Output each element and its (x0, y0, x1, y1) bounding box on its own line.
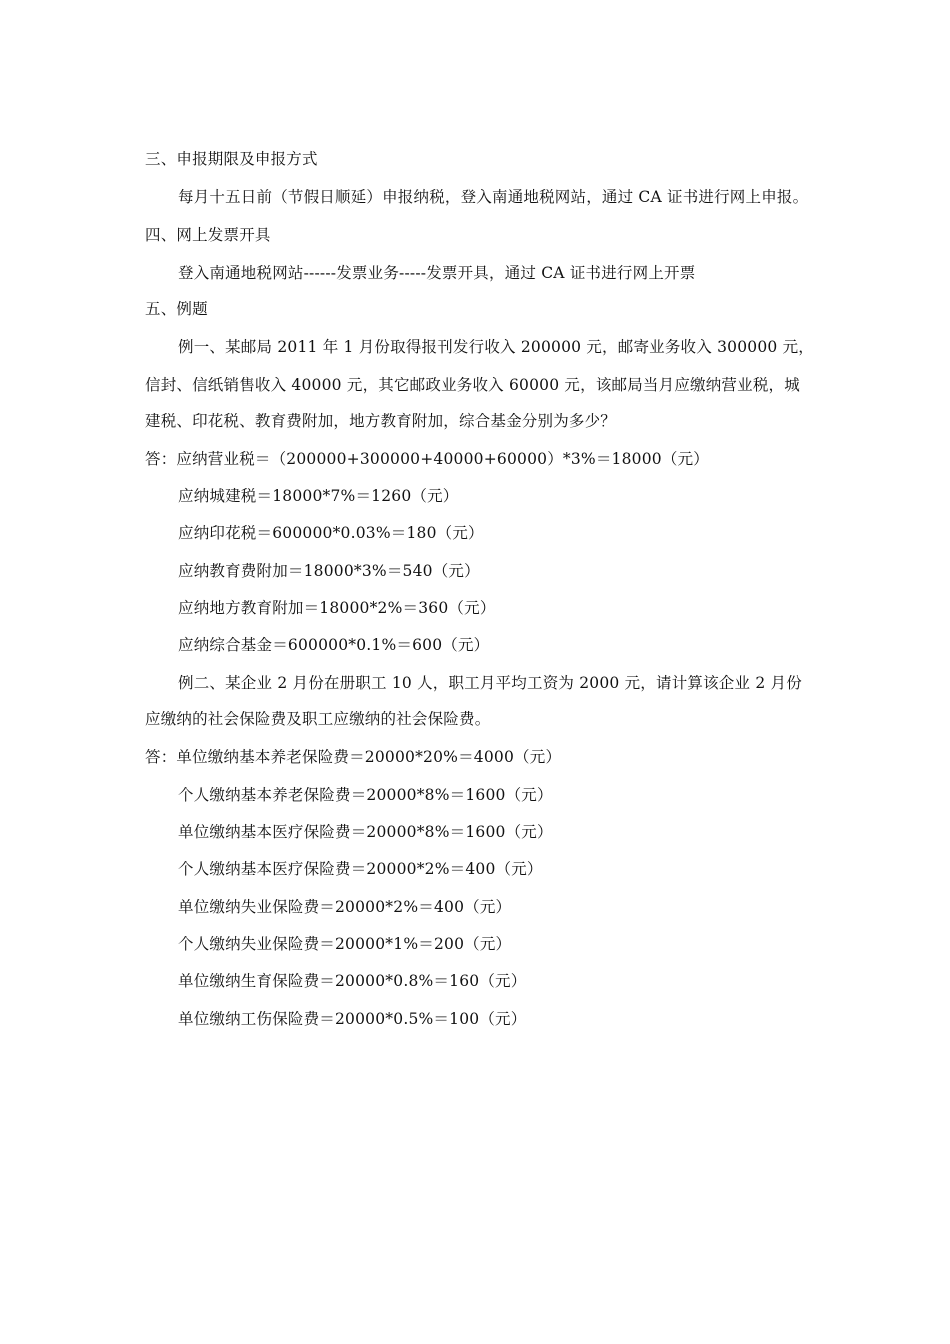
example-1-answer-line: 应纳城建税＝18000*7%＝1260（元） (178, 487, 459, 505)
example-2-answer-line: 单位缴纳工伤保险费＝20000*0.5%＝100（元） (178, 1010, 527, 1028)
example-2-question-line: 例二、某企业 2 月份在册职工 10 人，职工月平均工资为 2000 元，请计算该企业 2 月份 (178, 674, 802, 692)
section-4-body: 登入南通地税网站------发票业务-----发票开具，通过 CA 证书进行网上开票 (178, 264, 696, 282)
example-1-answer-line: 应纳地方教育附加＝18000*2%＝360（元） (178, 599, 496, 617)
example-2-answer-line: 个人缴纳失业保险费＝20000*1%＝200（元） (178, 935, 512, 953)
example-2-answer-line: 单位缴纳失业保险费＝20000*2%＝400（元） (178, 898, 512, 916)
example-2-answer-line: 个人缴纳基本医疗保险费＝20000*2%＝400（元） (178, 860, 543, 878)
example-1-answer-line: 应纳综合基金＝600000*0.1%＝600（元） (178, 636, 490, 654)
example-2-answer-line: 单位缴纳生育保险费＝20000*0.8%＝160（元） (178, 972, 527, 990)
example-1-question-line: 例一、某邮局 2011 年 1 月份取得报刊发行收入 200000 元，邮寄业务收入 300000 元， (178, 338, 814, 356)
example-2-answer-line: 个人缴纳基本养老保险费＝20000*8%＝1600（元） (178, 786, 553, 804)
section-3-body: 每月十五日前（节假日顺延）申报纳税，登入南通地税网站，通过 CA 证书进行网上申报。 (178, 188, 809, 206)
section-5-heading: 五、例题 (145, 300, 208, 318)
example-1-question-line: 信封、信纸销售收入 40000 元，其它邮政业务收入 60000 元，该邮局当月应缴纳营业税，城 (145, 376, 800, 394)
section-4-heading: 四、网上发票开具 (145, 226, 271, 244)
example-1-answer-line: 答：应纳营业税＝（200000+300000+40000+60000）*3%＝18000（元） (145, 450, 709, 468)
example-2-question-line: 应缴纳的社会保险费及职工应缴纳的社会保险费。 (145, 710, 491, 728)
example-1-answer-line: 应纳教育费附加＝18000*3%＝540（元） (178, 562, 480, 580)
example-2-answer-line: 单位缴纳基本医疗保险费＝20000*8%＝1600（元） (178, 823, 553, 841)
example-1-question-line: 建税、印花税、教育费附加，地方教育附加，综合基金分别为多少？ (145, 412, 617, 430)
section-3-heading: 三、申报期限及申报方式 (145, 150, 318, 168)
example-2-answer-line: 答：单位缴纳基本养老保险费＝20000*20%＝4000（元） (145, 748, 562, 766)
example-1-answer-line: 应纳印花税＝600000*0.03%＝180（元） (178, 524, 484, 542)
